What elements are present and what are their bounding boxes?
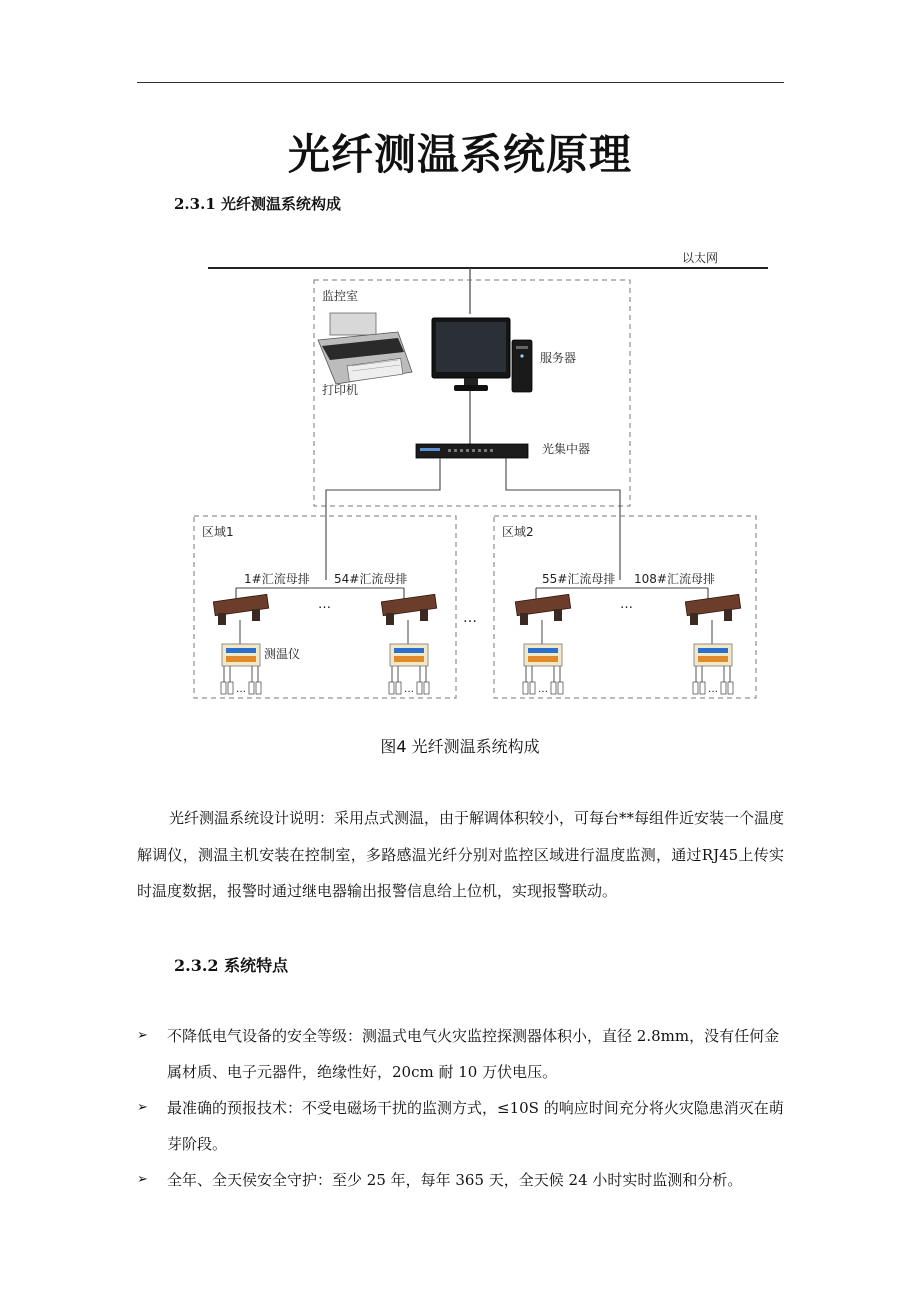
design-description-paragraph <box>137 800 784 910</box>
bus54-label: 54#汇流母排 <box>334 572 408 586</box>
zone-ellipsis: … <box>463 610 477 626</box>
feature-text-3: 全年、全天侯安全守护：至少 25 年，每年 365 天，全天候 24 小时实时监测和分析。 <box>167 1171 743 1189</box>
sensor-ellipsis-1: … <box>236 684 246 695</box>
hub-label: 光集中器 <box>542 442 591 456</box>
busbar-group-1 <box>213 594 268 694</box>
server-label: 服务器 <box>540 351 577 365</box>
feature-text-2: 最准确的预报技术：不受电磁场干扰的监测方式，≤10S 的响应时间充分将火灾隐患消灭在萌芽阶段。 <box>167 1099 784 1153</box>
monitor-icon <box>432 318 510 391</box>
sensor-ellipsis-54: … <box>404 684 414 695</box>
bus1-label: 1#汇流母排 <box>244 572 310 586</box>
bullet-arrow-icon: ➢ <box>137 1028 148 1043</box>
control-room-label: 监控室 <box>322 289 359 303</box>
feature-bullet-1 <box>137 1018 787 1090</box>
feature-bullet-2 <box>137 1090 787 1162</box>
design-description-text: 光纤测温系统设计说明：采用点式测温，由于解调体积较小，可每台**每组件近安装一个温度解调仪，测温主机安装在控制室，多路感温光纤分别对监控区域进行温度监测，通过RJ45上传实时温度数据，报警时通过继电器输出报警信息给上位机，实现报警联动。 <box>137 809 785 900</box>
busbar-group-55 <box>515 594 570 694</box>
zone1-label: 区域1 <box>202 525 234 539</box>
feature-bullet-3 <box>137 1162 787 1198</box>
section-heading-2-3-2: 2.3.2 系统特点 <box>174 956 289 975</box>
bullet-arrow-icon: ➢ <box>137 1172 148 1187</box>
thermometer-label: 测温仪 <box>264 647 301 661</box>
printer-icon <box>318 313 412 384</box>
ethernet-label: 以太网 <box>682 251 719 265</box>
sensor-ellipsis-108: … <box>708 684 718 695</box>
printer-label: 打印机 <box>322 383 359 397</box>
zone1-bus-ellipsis: … <box>318 597 331 612</box>
optical-hub-icon <box>416 444 528 458</box>
busbar-group-108 <box>685 594 740 694</box>
server-icon <box>512 340 532 392</box>
bus108-label: 108#汇流母排 <box>634 572 715 586</box>
figure-caption: 图4 光纤测温系统构成 <box>380 737 540 756</box>
busbar-group-54 <box>381 594 436 694</box>
feature-text-1: 不降低电气设备的安全等级：测温式电气火灾监控探测器体积小，直径 2.8mm，没有任何金属材质、电子元器件，绝缘性好，20cm 耐 10 万伏电压。 <box>167 1027 780 1081</box>
bus55-label: 55#汇流母排 <box>542 572 616 586</box>
zone2-label: 区域2 <box>502 525 534 539</box>
bullet-arrow-icon: ➢ <box>137 1100 148 1115</box>
sensor-ellipsis-55: … <box>538 684 548 695</box>
section-heading-2-3-1: 2.3.1 光纤测温系统构成 <box>174 195 341 213</box>
zone2-bus-ellipsis: … <box>620 597 633 612</box>
page-title: 光纤测温系统原理 <box>287 130 632 179</box>
